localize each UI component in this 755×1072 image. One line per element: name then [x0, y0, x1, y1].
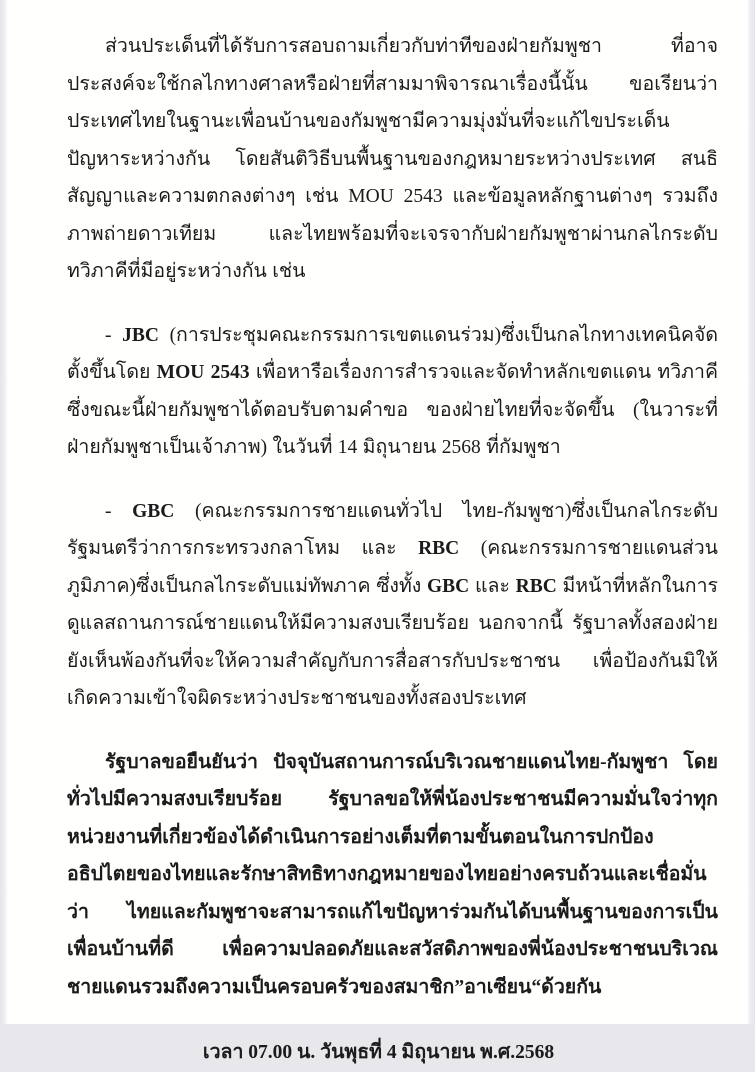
page-edge-left-shadow [0, 0, 7, 1024]
paragraph-jbc [67, 317, 718, 467]
text-run-regular: (การประชุมคณะกรรมการเขตแดนร่วม)ซึ่งเป็นกลไกทางเทคนิคจัดตั้งขึ้นโดย [67, 324, 718, 383]
text-run-bold: GBC [427, 575, 470, 597]
text-run-regular: เพื่อหารือเรื่องการสำรวจและจัดทำหลักเขตแดน ทวิภาคี ซึ่งขณะนี้ฝ่ายกัมพูชาได้ตอบรับตามคำขอ ของฝ่ายไทยที่จะจัดขึ้น (ในวาระที่ฝ่ายกัมพูชาเป็นเจ้าภาพ) ในวันที่ 14 มิถุนายน 2568 ที่กัมพูชา [67, 362, 718, 458]
text-run-bold: JBC [122, 324, 159, 346]
paragraph-conclusion: รัฐบาลขอยืนยันว่า ปัจจุบันสถานการณ์บริเวณชายแดนไทย-กัมพูชา โดยทั่วไปมีความสงบเรียบร้อย รัฐบาลขอให้พี่น้องประชาชนมีความมั่นใจว่าทุกหน่วยงานที่เกี่ยวข้องได้ดำเนินการอย่างเต็มที่ตามขั้นตอนในการปกป้องอธิปไตยของไทยและรักษาสิทธิทางกฎหมายของไทยอย่างครบถ้วนและเชื่อมั่นว่า ไทยและกัมพูชาจะสามารถแก้ไขปัญหาร่วมกันได้บนพื้นฐานของการเป็นเพื่อนบ้านที่ดี เพื่อความปลอดภัยและสวัสดิภาพของพี่น้องประชาชนบริเวณชายแดนรวมถึงความเป็นครอบครัวของสมาชิก”อาเซียน“ด้วยกัน [67, 751, 718, 998]
document-text-body [67, 0, 718, 1072]
text-run-bold: MOU 2543 [156, 362, 250, 383]
document-page-sheet [7, 0, 748, 1063]
text-run-regular: - [105, 324, 123, 346]
text-run-regular: และ [469, 575, 516, 597]
paragraph-intro: ส่วนประเด็นที่ได้รับการสอบถามเกี่ยวกับท่าทีของฝ่ายกัมพูชา ที่อาจประสงค์จะใช้กลไกทางศาลหรือฝ่ายที่สามมาพิจารณาเรื่องนี้นั้น ขอเรียนว่าประเทศไทยในฐานะเพื่อนบ้านของกัมพูชามีความมุ่งมั่นที่จะแก้ไขประเด็นปัญหาระหว่างกัน โดยสันติวิธีบนพื้นฐานของกฎหมายระหว่างประเทศ สนธิสัญญาและความตกลงต่างๆ เช่น MOU 2543 และข้อมูลหลักฐานต่างๆ รวมถึงภาพถ่ายดาวเทียม และไทยพร้อมที่จะเจรจากับฝ่ายกัมพูชาผ่านกลไกระดับทวิภาคีที่มีอยู่ระหว่างกัน เช่น [67, 36, 718, 282]
text-run-regular: - [105, 500, 133, 522]
paragraph-gbc-rbc [67, 493, 718, 718]
text-run-regular: มีหน้าที่หลักในการดูแลสถานการณ์ชายแดนให้มีความสงบเรียบร้อย นอกจากนี้ รัฐบาลทั้งสองฝ่ายยังเห็นพ้องกันที่จะให้ความสำคัญกับการสื่อสารกับประชาชน เพื่อป้องกันมิให้เกิดความเข้าใจผิดระหว่างประชาชนของทั้งสองประเทศ [67, 575, 718, 709]
text-run-bold: GBC [132, 500, 175, 522]
footer-timestamp: เวลา 07.00 น. วันพุธที่ 4 มิถุนายน พ.ศ.2568 [202, 1042, 555, 1063]
text-run-bold: RBC [515, 575, 557, 597]
text-run-bold: RBC [418, 538, 460, 559]
page-edge-right-shadow [748, 0, 755, 1024]
text-run-regular: (คณะกรรมการชายแดนทั่วไป ไทย-กัมพูชา)ซึ่งเป็นกลไกระดับรัฐมนตรีว่าการกระทรวงกลาโหม และ [67, 500, 718, 559]
text-run-regular: (คณะกรรมการชายแดนส่วนภูมิภาค)ซึ่งเป็นกลไกระดับแม่ทัพภาค ซึ่งทั้ง [67, 538, 718, 597]
